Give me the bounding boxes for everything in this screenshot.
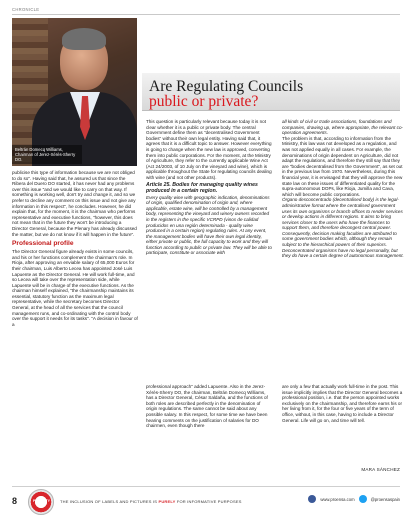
subheading-article-25: Article 25. Bodies for managing quality wines produced in a certain region. [146,181,258,194]
paragraph: The problem is that, according to information from the Ministry, this law was not developed as a regulation, and was not applied equally in all cases. For example, the denominations of origin dependent on Agriculture, did not adapt the regulations, and therefore they still say that they are "bodies decentralised from the Government", as set out in the previous law from 1970. Nevertheless, during this financial year, it is envisaged that they will approve the new state law on these issues of differentiated quality for the supra-autonomous DOPs, like Rioja, Jumilla and Cava, which will become public corporations. [282,135,403,197]
twitter-icon [359,495,367,503]
article-title-highlight: public or private? [149,93,259,110]
chairman-photo [12,18,137,166]
paragraph: The Director General figure already exists in some councils, and his or her functions complement the chairman's role. In Rioja, after approving an enviable salary of 65,000 Euros for their chairman, Luis Alberto Lecea has appointed José Luis Lapuente as the Director General. He will work full-time, and so Lecea will take over the representation side, while Lapuente will be in charge of the executive functions. As the chairman himself explained, "the chairmanship maintains its essential, statutory function as the maximum legal representative, while the secretary becomes Director General, at the head of all the services that the council management runs, and co-ordinating with the control body over the support it needs for its tasks". "A decision in favour of a [12,249,138,327]
column-3 [282,119,404,259]
twitter-link[interactable]: @proensaspain [370,496,400,502]
photo-hair [62,28,106,50]
legal-quote: Every quality wine with geographic indication, denominations of origin, qualified denomination of origin and, where applicable, estate wine, will be controlled by a management body, representing the vineyard and winery owners recorded in the registers in the specific VCRPD (vinos de calidad producidos en una región determinada - quality wine produced in a certain region) regulating rules. At any event, the management bodies will have their own legal identity, either private or public, the full capacity to work and they will function according to public or private law. They will be able to participate, constitute or associate with [146,194,272,256]
page-number: 8 [12,496,18,506]
paragraph: are only a few that actually work full-time in the post. This issue implicitly implies that the Director General becomes a professional position, i.e. that the person appointed works exclusively on the chairmanship, and therefore earns his or her living from it, for the four or five years of the term of office, without, in this case, having to include a Director General. Life will go on, and time will tell. [282,384,403,423]
column-2-lower [146,384,272,429]
legal-prefix: THE INCLUSION OF LABELS AND PICTURES IS [60,499,158,504]
legal-quote-end: all kinds of civil or trade associations, foundations and companies, drawing up, where appropriate, the relevant co-operation agreements. [282,119,404,136]
paragraph: This question is particularly relevant because today it is not clear whether it is a public or private body. The central Government define them as "decentralised Government bodies" without their own legal entity. Having said that, it agrees that it is a difficult topic to answer. However everything is going to change when the new law is approved, converting them into public corporations. For the moment, at the Ministry of Agriculture, they refer to the currently applicable Wine Act (Act 24/2003, of 10 July on the vineyard and wine), which is applicable throughout the State for regulating councils dealing with wine (and not other products). [146,119,272,180]
definition-quote: Órgano desconcentrado (decentralised body) is the legal-administrative format where the centralised government uses its own organisms or branch offices to render services or develop actions in different regions. It aims to bring services closer to the users who have the finances to support them, and therefore decongest central power. Consequently, decision making faculties are attributed to some government bodies which, although they remain subject to the hierarchical powers of their superiors. Deconcentrated organisms have no legal personality, but they do have a certain degree of autonomous management. [282,197,404,259]
paragraph: professional approach" added Lapuente. Also in the Jerez-Xérès-Sherry DO, the chairman, Beltrán Domecq Williams, has a Director General, César Saldaña, and the functions of both roles are described perfectly in the denomination of origin regulations. The same cannot be said about any possible salary. In this respect, for some time we have been hearing comments on the justification of salaries for DO chairmen, even though there [146,384,268,429]
section-label: CHRONICLE [12,7,40,12]
legal-emphasis: PURELY [158,499,176,504]
author-signature: MARA SÁNCHEZ [361,467,400,472]
legal-suffix: FOR INFORMATIVE PURPOSES [176,499,242,504]
paragraph: publicise this type of information because we are not obliged to do so". Having said that, he assured us that since the Ribera del Duero DO started, it has never had any problems over this issue "and we would like to carry on that way. If something is working well, don't try and change it, and so we prefer to decline any comment on this issue and not give any information in this respect", he concludes. However, he did explain that, for the moment, it is the chairman who performs representative and executive functions, "however, this does not mean that in the future they won't be introducing a Director General, because the Plenary has already discussed the matter, but we do not know if it will happen in the future". [12,170,137,237]
photo-caption: Beltrán Domecq Williams, Chairman of Jerez-Xérès-Sherry DO. [12,145,82,164]
subheading-professional-profile: Professional profile [12,240,74,248]
column-1 [12,170,138,327]
column-3-lower [282,384,404,423]
column-2 [146,119,272,256]
social-links [308,495,400,503]
legal-notice [60,499,242,504]
web-icon [308,495,316,503]
article-title: Are Regulating Councils [149,78,304,95]
website-link[interactable]: www.proensa.com [320,496,355,502]
top-divider [12,14,400,15]
bottom-divider [12,486,400,487]
stamp-label: PUBLICITY [33,499,50,503]
